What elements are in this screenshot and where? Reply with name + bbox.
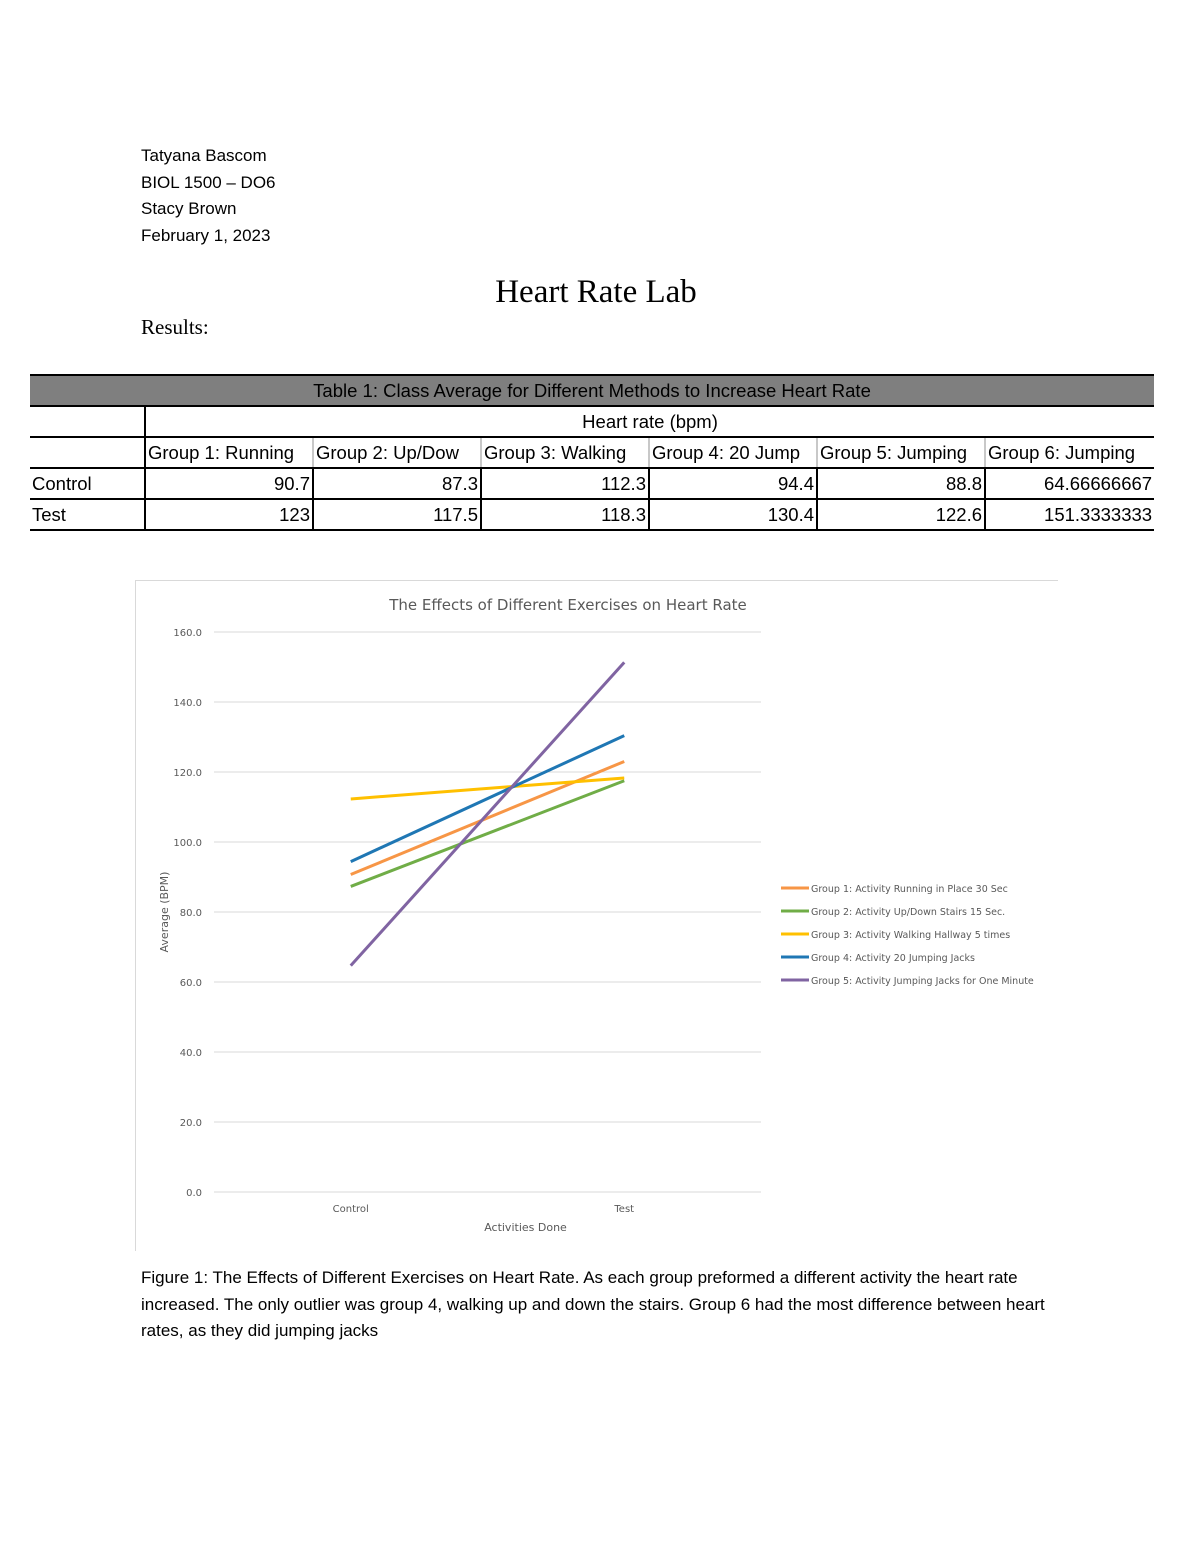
author-name: Tatyana Bascom: [141, 146, 267, 165]
row-label: Control: [30, 468, 145, 499]
line-chart: [135, 580, 1058, 1251]
y-tick-label: 160.0: [173, 628, 202, 639]
y-tick-label: 120.0: [173, 768, 202, 779]
course-code: BIOL 1500 – DO6: [141, 172, 276, 192]
table-cell: 118.3: [481, 499, 649, 530]
instructor-name: Stacy Brown: [141, 199, 237, 218]
column-header: Group 6: Jumping: [985, 437, 1154, 468]
table-cell: 64.66666667: [985, 468, 1154, 499]
y-tick-label: 80.0: [179, 908, 202, 919]
column-header: Group 1: Running: [145, 437, 313, 468]
y-tick-label: 140.0: [173, 698, 202, 709]
table-cell: 90.7: [145, 468, 313, 499]
y-tick-label: 0.0: [186, 1188, 202, 1199]
table-cell: 130.4: [649, 499, 817, 530]
table-subheader: Heart rate (bpm): [145, 406, 1154, 437]
y-tick-label: 20.0: [179, 1118, 202, 1129]
table-cell: 117.5: [313, 499, 481, 530]
series-line: [351, 662, 625, 965]
results-heading: Results:: [141, 315, 209, 339]
legend-label: Group 1: Activity Running in Place 30 Sec: [811, 884, 1008, 895]
table-cell: 94.4: [649, 468, 817, 499]
y-axis-label: Average (BPM): [158, 871, 171, 953]
table-corner-cell: [30, 437, 145, 468]
table-cell: 87.3: [313, 468, 481, 499]
table-row: [30, 468, 1154, 499]
table-cell: 151.3333333: [985, 499, 1154, 530]
legend-label: Group 4: Activity 20 Jumping Jacks: [811, 953, 975, 964]
row-label: Test: [30, 499, 145, 530]
legend-label: Group 2: Activity Up/Down Stairs 15 Sec.: [811, 907, 1006, 918]
y-tick-label: 40.0: [179, 1048, 202, 1059]
table-subheader-row: [30, 406, 1154, 437]
y-tick-label: 60.0: [179, 978, 202, 989]
legend-label: Group 5: Activity Jumping Jacks for One Minute: [811, 976, 1034, 987]
legend-label: Group 3: Activity Walking Hallway 5 times: [811, 930, 1011, 941]
table-row: [30, 499, 1154, 530]
x-tick-label: Control: [332, 1204, 369, 1215]
table-caption: Table 1: Class Average for Different Methods to Increase Heart Rate: [30, 375, 1154, 406]
author-block: [141, 143, 276, 249]
table-cell: 123: [145, 499, 313, 530]
x-axis-label: Activities Done: [484, 1221, 567, 1234]
series-line: [351, 736, 625, 862]
table-caption-row: [30, 375, 1154, 406]
y-tick-label: 100.0: [173, 838, 202, 849]
figure-caption: Figure 1: The Effects of Different Exercises on Heart Rate. As each group preformed a different activity the heart rate increased. The only outlier was group 4, walking up and down the stairs. Group 6 had the most difference between heart rates, as they did jumping jacks: [141, 1268, 1045, 1340]
column-header: Group 2: Up/Dow: [313, 437, 481, 468]
table-corner-cell: [30, 406, 145, 437]
column-header: Group 4: 20 Jump: [649, 437, 817, 468]
x-tick-label: Test: [614, 1204, 635, 1215]
column-header: Group 3: Walking: [481, 437, 649, 468]
table-column-header-row: [30, 437, 1154, 468]
results-table: [30, 374, 1154, 531]
document-title: Heart Rate Lab: [495, 274, 697, 310]
report-date: February 1, 2023: [141, 225, 271, 245]
series-line: [351, 762, 625, 875]
table-cell: 112.3: [481, 468, 649, 499]
chart-title: The Effects of Different Exercises on Heart Rate: [389, 596, 747, 614]
table-cell: 88.8: [817, 468, 985, 499]
column-header: Group 5: Jumping: [817, 437, 985, 468]
chart-canvas: [136, 581, 1058, 1251]
table-cell: 122.6: [817, 499, 985, 530]
